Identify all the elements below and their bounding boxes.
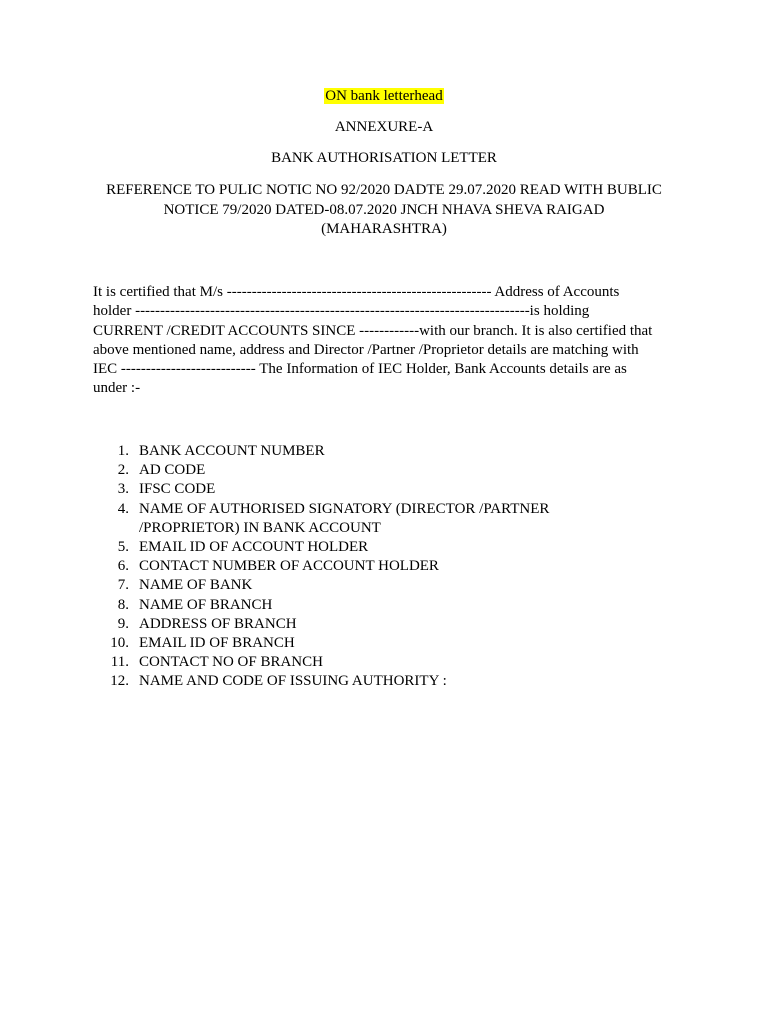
annexure-heading: ANNEXURE-A: [334, 119, 434, 135]
list-item-text: CONTACT NO OF BRANCH: [139, 654, 323, 671]
body-line-1: It is certified that M/s ----------------------------------------------------- Address of Accounts: [93, 284, 620, 300]
list-item-number: 9.: [117, 615, 129, 632]
list-item-number: 5.: [117, 539, 129, 556]
certification-paragraph: [93, 283, 683, 399]
list-item-text: EMAIL ID OF ACCOUNT HOLDER: [139, 539, 369, 556]
list-item-text: NAME OF BANK: [139, 577, 253, 594]
details-list: [93, 442, 579, 692]
reference-block: [80, 181, 688, 240]
list-item-number: 7.: [117, 577, 129, 594]
list-item-number: 3.: [117, 481, 129, 498]
list-item-number: 2.: [117, 462, 129, 479]
body-line-3: CURRENT /CREDIT ACCOUNTS SINCE ------------with our branch. It is also certified that: [93, 322, 653, 339]
letterhead-note: ON bank letterhead: [325, 88, 443, 104]
letterhead-note-line: [0, 87, 768, 106]
list-item-text: IFSC CODE: [139, 481, 216, 498]
list-item-text: ADDRESS OF BRANCH: [139, 615, 297, 632]
list-item: [93, 500, 579, 538]
list-item-number: 1.: [117, 443, 129, 459]
list-item-text: CONTACT NUMBER OF ACCOUNT HOLDER: [139, 558, 439, 575]
list-item: [93, 442, 569, 461]
list-item: [93, 672, 569, 691]
list-item: [93, 576, 569, 595]
reference-line-1: REFERENCE TO PULIC NOTIC NO 92/2020 DADTE 29.07.2020 READ WITH BUBLIC: [106, 182, 662, 198]
list-item: [93, 480, 569, 499]
list-item-text: AD CODE: [139, 462, 206, 479]
body-line-2: holder -------------------------------------------------------------------------------is holding: [93, 303, 590, 320]
list-item-text: NAME AND CODE OF ISSUING AUTHORITY :: [139, 673, 447, 690]
list-item-number: 4.: [117, 500, 129, 517]
list-item-text: BANK ACCOUNT NUMBER: [139, 443, 325, 459]
body-line-5: IEC --------------------------- The Information of IEC Holder, Bank Accounts details are as: [93, 361, 627, 378]
list-item: [93, 596, 569, 615]
list-item: [93, 653, 569, 672]
letter-title: BANK AUTHORISATION LETTER: [271, 150, 497, 166]
reference-line-2: NOTICE 79/2020 DATED-08.07.2020 JNCH NHAVA SHEVA RAIGAD: [163, 201, 605, 218]
list-item: [93, 538, 569, 557]
list-item: [93, 634, 569, 653]
list-item: [93, 557, 569, 576]
list-item-number: 6.: [117, 558, 129, 575]
body-line-6: under :-: [93, 380, 141, 397]
reference-line-3: (MAHARASHTRA): [321, 221, 447, 237]
list-item: [93, 615, 569, 634]
list-item: [93, 461, 569, 480]
list-item-number: 11.: [110, 654, 129, 671]
list-item-text: NAME OF BRANCH: [139, 596, 273, 613]
list-item-number: 10.: [110, 635, 129, 652]
list-item-text: NAME OF AUTHORISED SIGNATORY (DIRECTOR /PARTNER /PROPRIETOR) IN BANK ACCOUNT: [139, 500, 550, 536]
list-item-number: 8.: [117, 596, 129, 613]
body-line-4: above mentioned name, address and Director /Partner /Proprietor details are matching with: [93, 341, 639, 358]
list-item-number: 12.: [110, 673, 129, 690]
list-item-text: EMAIL ID OF BRANCH: [139, 635, 295, 652]
